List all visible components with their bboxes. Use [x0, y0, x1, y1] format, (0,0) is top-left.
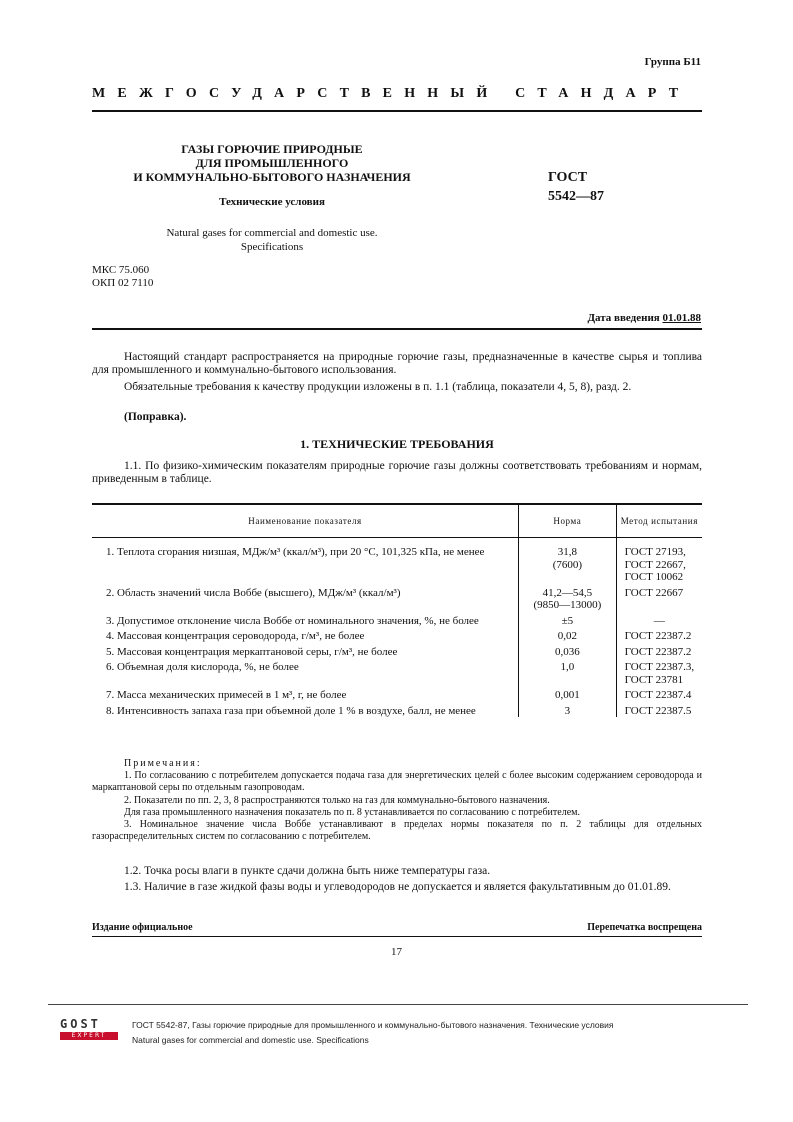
row-3-name: [92, 615, 519, 631]
note-1: 1. По согласованию с потребителем допускается подача газа для энергетических целей с более высоким содержанием сероводорода и маркаптановой серы по отдельным газопроводам.: [92, 770, 702, 794]
row-3-norm: ±5: [519, 615, 617, 631]
row-4-norm: 0,02: [519, 630, 617, 646]
table-row: [92, 646, 702, 662]
row-1-name-text: 1. Теплота сгорания низшая, МДж/м³ (ккал/м³), при 20 °С, 101,325 кПа, не менее: [106, 546, 485, 558]
reprint-prohibited-label: Перепечатка воспрещена: [587, 922, 702, 933]
row-5-method: ГОСТ 22387.2: [616, 646, 702, 662]
requirements-paragraph: Обязательные требования к качеству продукции изложены в п. 1.1 (таблица, показатели 4, 5, 8), разд. 2.: [124, 381, 632, 393]
intro-date-label: Дата введения: [587, 312, 660, 324]
table-row: [92, 587, 702, 615]
row-6-name: [92, 661, 519, 689]
row-1-norm: 31,8 (7600): [519, 538, 617, 587]
english-title-line-1: Natural gases for commercial and domestic use.: [166, 227, 378, 239]
row-6-method: ГОСТ 22387.3, ГОСТ 23781: [616, 661, 702, 689]
notes-header: Примечания:: [124, 758, 202, 769]
english-title: [92, 226, 452, 254]
row-2-method: ГОСТ 22667: [616, 587, 702, 615]
table-row: [92, 705, 702, 718]
row-1-method: ГОСТ 27193, ГОСТ 22667, ГОСТ 10062: [616, 538, 702, 587]
row-5-name: [92, 646, 519, 662]
gost-designation: [548, 168, 638, 206]
table-notes: [92, 758, 702, 843]
group-code: Группа Б11: [644, 56, 701, 68]
intro-rule: [92, 328, 702, 330]
header-indicator: Наименование показателя: [92, 504, 519, 538]
row-7-name-text: 7. Масса механических примесей в 1 м³, г, не более: [106, 689, 347, 701]
logo-bar: EXPERT: [60, 1032, 118, 1040]
table-row: [92, 538, 702, 587]
row-5-norm: 0,036: [519, 646, 617, 662]
reference-line-1: ГОСТ 5542-87, Газы горючие природные для промышленного и коммунально-бытового назначения. Технические условия: [132, 1020, 614, 1030]
interstate-standard-banner: МЕЖГОСУДАРСТВЕННЫЙ СТАНДАРТ: [92, 86, 691, 101]
english-title-line-2: Specifications: [240, 241, 304, 253]
row-2-norm: 41,2—54,5 (9850—13000): [519, 587, 617, 615]
intro-date-value: 01.01.88: [662, 312, 701, 324]
title-line-3: И КОММУНАЛЬНО-БЫТОВОГО НАЗНАЧЕНИЯ: [133, 170, 411, 184]
footer-rule: [92, 936, 702, 937]
note-3: 3. Номинальное значение числа Воббе устанавливают в пределах нормы показателя по п. 2 таблицы для отдельных газораспределительных систем по согласованию с потребителем.: [92, 819, 702, 843]
scope-paragraph: Настоящий стандарт распространяется на природные горючие газы, предназначенные в качестве сырья и топлива для промышленного и коммунально-бытового использования.: [92, 351, 702, 376]
gost-expert-logo: [60, 1018, 118, 1040]
row-1-name: [92, 538, 519, 587]
page-number: 17: [391, 946, 402, 958]
row-4-name: [92, 630, 519, 646]
classification-codes: [92, 264, 153, 290]
table-header-row: [92, 504, 702, 538]
gost-number: 5542—87: [548, 189, 604, 204]
requirements-table: [92, 503, 702, 717]
row-4-method: ГОСТ 22387.2: [616, 630, 702, 646]
gost-label: ГОСТ: [548, 170, 588, 185]
header-norm: Норма: [519, 504, 617, 538]
header-rule: [92, 110, 702, 112]
row-7-method: ГОСТ 22387.4: [616, 689, 702, 705]
row-2-name-text: 2. Область значений числа Воббе (высшего), МДж/м³ (ккал/м³): [106, 586, 401, 599]
row-8-name: [92, 705, 519, 718]
table-row: [92, 615, 702, 631]
okp-code: ОКП 02 7110: [92, 277, 154, 289]
logo-wordmark: GOST: [60, 1017, 101, 1031]
official-edition-label: Издание официальное: [92, 922, 193, 933]
clause-1-2: 1.2. Точка росы влаги в пункте сдачи должна быть ниже температуры газа.: [124, 865, 491, 877]
row-8-norm: 3: [519, 705, 617, 718]
note-2b: Для газа промышленного назначения показатель по п. 8 устанавливается по согласованию с потребителем.: [124, 806, 580, 818]
row-2-name: [92, 587, 519, 615]
row-3-name-text: 3. Допустимое отклонение числа Воббе от номинального значения, %, не более: [106, 614, 479, 627]
table-row: [92, 689, 702, 705]
row-7-norm: 0,001: [519, 689, 617, 705]
document-title: [92, 142, 452, 184]
row-8-name-text: 8. Интенсивность запаха газа при объемной доле 1 % в воздухе, балл, не менее: [106, 704, 476, 717]
row-6-norm: 1,0: [519, 661, 617, 689]
note-2: 2. Показатели по пп. 2, 3, 8 распространяются только на газ для коммунально-бытового назначения.: [124, 794, 550, 806]
clause-1-3: 1.3. Наличие в газе жидкой фазы воды и углеводородов не допускается и является факультативным до 01.01.89.: [124, 881, 671, 893]
row-8-method: ГОСТ 22387.5: [616, 705, 702, 718]
row-6-name-text: 6. Объемная доля кислорода, %, не более: [106, 661, 299, 673]
title-line-1: ГАЗЫ ГОРЮЧИЕ ПРИРОДНЫЕ: [181, 142, 363, 156]
amendment-note: (Поправка).: [124, 411, 187, 423]
row-5-name-text: 5. Массовая концентрация меркаптановой серы, г/м³, не более: [106, 645, 398, 658]
table-row: [92, 661, 702, 689]
row-3-method: —: [616, 615, 702, 631]
row-7-name: [92, 689, 519, 705]
clause-1-1: 1.1. По физико-химическим показателям природные горючие газы должны соответствовать требованиям и нормам, приведенным в таблице.: [92, 460, 702, 485]
edition-footer: [92, 922, 702, 933]
reference-line-2: Natural gases for commercial and domestic use. Specifications: [132, 1035, 369, 1045]
document-reference: [132, 1018, 613, 1048]
title-line-2: ДЛЯ ПРОМЫШЛЕННОГО: [195, 156, 349, 170]
header-method: Метод испытания: [616, 504, 702, 538]
section-heading: 1. ТЕХНИЧЕСКИЕ ТРЕБОВАНИЯ: [300, 437, 494, 451]
bottom-divider: [48, 1004, 748, 1005]
row-4-name-text: 4. Массовая концентрация сероводорода, г/м³, не более: [106, 630, 365, 642]
introduction-date: [587, 312, 701, 324]
table-row: [92, 630, 702, 646]
document-subtitle: Технические условия: [219, 196, 325, 208]
mks-code: МКС 75.060: [92, 264, 150, 276]
